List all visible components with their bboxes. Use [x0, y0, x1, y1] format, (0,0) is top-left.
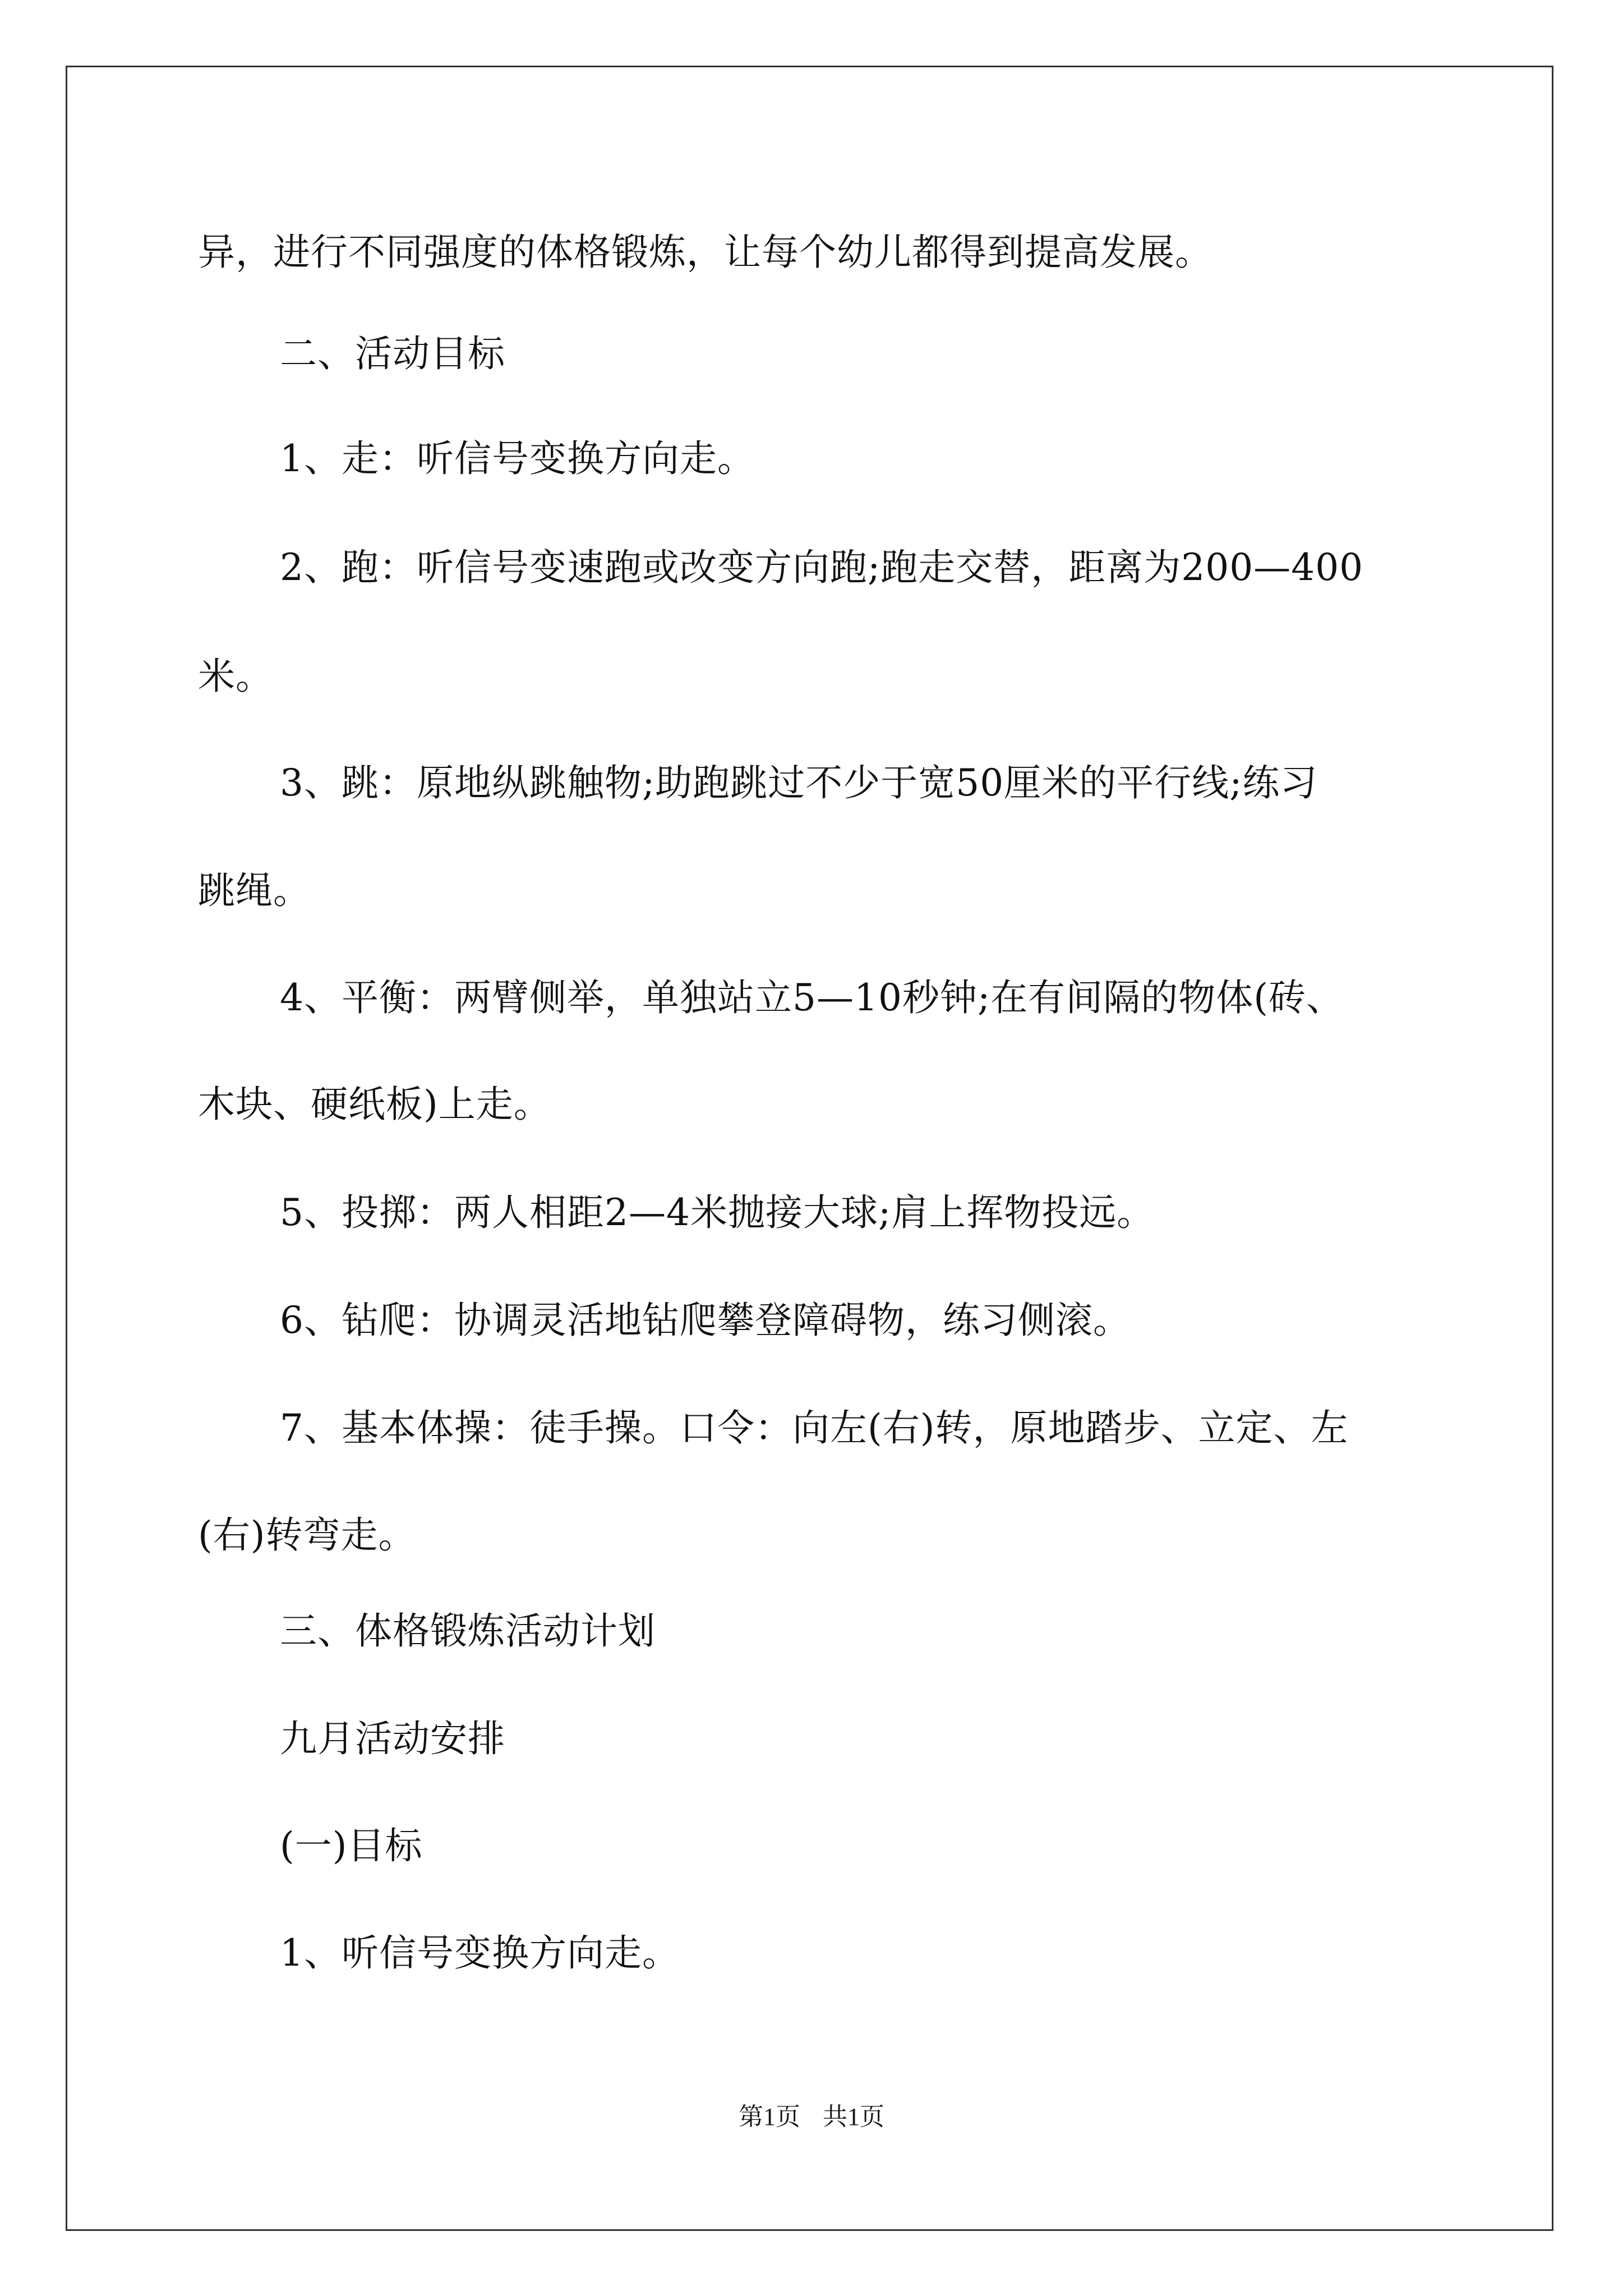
list-item: 2、跑：听信号变速跑或改变方向跑;跑走交替，距离为200—400 [280, 546, 1364, 589]
list-item: 1、听信号变换方向走。 [280, 1931, 680, 1975]
list-item: 5、投掷：两人相距2—4米抛接大球;肩上挥物投远。 [280, 1191, 1155, 1234]
page-footer [0, 2101, 1623, 2133]
section-heading: 二、活动目标 [280, 332, 505, 375]
list-item: 3、跳：原地纵跳触物;助跑跳过不少于宽50厘米的平行线;练习 [280, 761, 1318, 804]
subsection-heading: 九月活动安排 [280, 1717, 505, 1760]
body-line: (右)转弯走。 [198, 1513, 416, 1557]
page-border [66, 66, 1553, 2231]
section-heading: 三、体格锻炼活动计划 [280, 1609, 656, 1653]
list-item: 1、走：听信号变换方向走。 [280, 437, 755, 480]
body-line: 异，进行不同强度的体格锻炼，让每个幼儿都得到提高发展。 [198, 231, 1212, 274]
body-line: 木块、硬纸板)上走。 [198, 1083, 551, 1126]
subsection-heading: (一)目标 [280, 1824, 423, 1867]
page-total: 共1页 [823, 2103, 884, 2131]
body-line: 米。 [198, 655, 273, 698]
page-number: 第1页 [739, 2103, 800, 2131]
list-item: 6、钻爬：协调灵活地钻爬攀登障碍物，练习侧滚。 [280, 1299, 1131, 1342]
body-line: 跳绳。 [198, 869, 311, 912]
list-item: 7、基本体操：徒手操。口令：向左(右)转，原地踏步、立定、左 [280, 1406, 1349, 1450]
list-item: 4、平衡：两臂侧举，单独站立5—10秒钟;在有间隔的物体(砖、 [280, 976, 1344, 1019]
